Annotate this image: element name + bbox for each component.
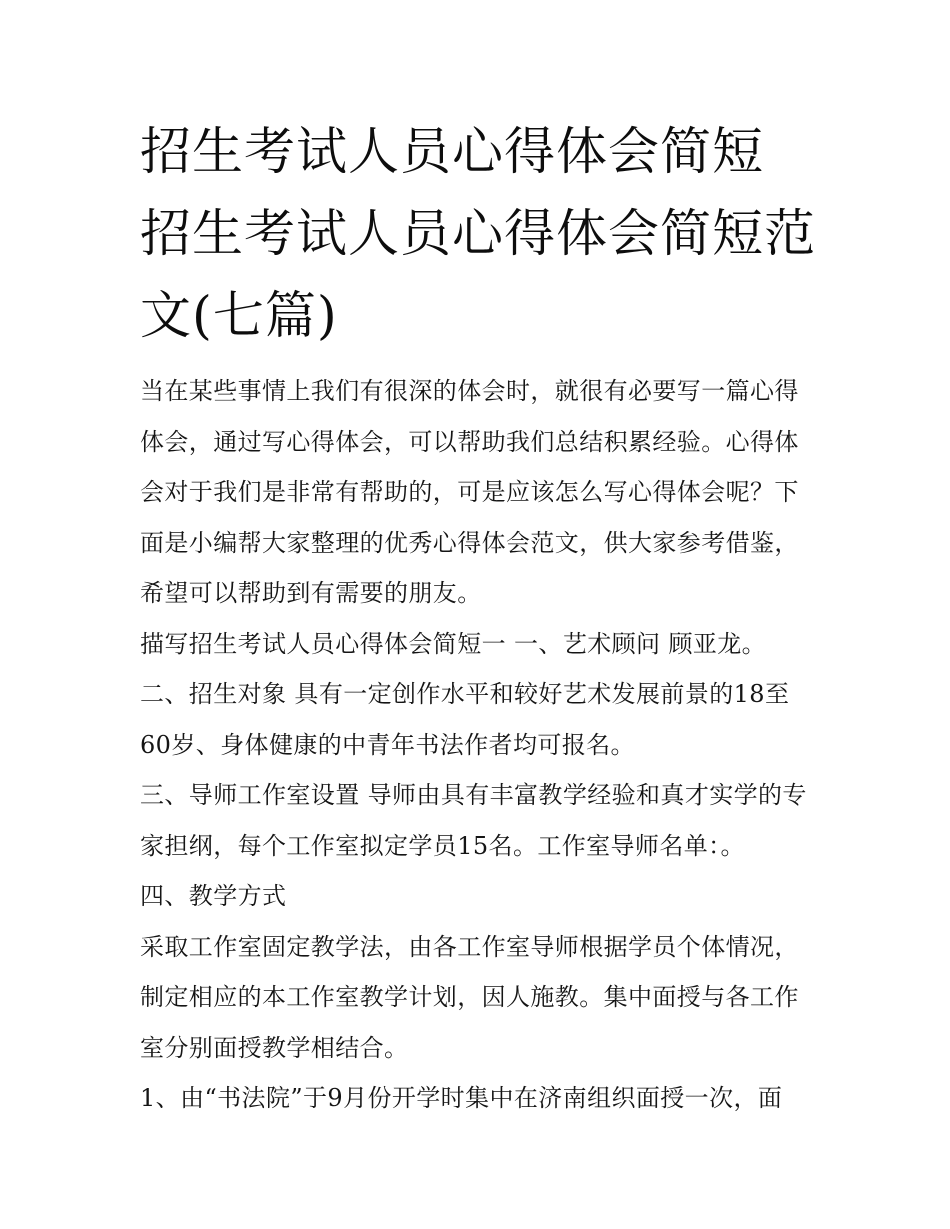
intro-paragraph: 当在某些事情上我们有很深的体会时，就很有必要写一篇心得体会，通过写心得体会，可以帮助我们总结积累经验。心得体会对于我们是非常有帮助的，可是应该怎么写心得体会呢？下面是小编帮大家整理的优秀心得体会范文，供大家参考借鉴，希望可以帮助到有需要的朋友。 [140, 377, 799, 607]
section-four-heading: 四、教学方式 [140, 882, 287, 910]
section-two-paragraph: 二、招生对象 具有一定创作水平和较好艺术发展前景的18至60岁、身体健康的中青年书法作者均可报名。 [140, 680, 790, 759]
section-three-paragraph: 三、导师工作室设置 导师由具有丰富教学经验和真才实学的专家担纲，每个工作室拟定学员15名。工作室导师名单：。 [140, 781, 807, 860]
document-body [140, 112, 816, 1124]
document-title: 招生考试人员心得体会简短 招生考试人员心得体会简短范文(七篇) [140, 123, 817, 346]
item-one-paragraph: 1、由“书法院”于9月份开学时集中在济南组织面授一次，面 [140, 1084, 783, 1112]
section-one-paragraph: 描写招生考试人员心得体会简短一 一、艺术顾问 顾亚龙。 [140, 629, 767, 658]
teaching-method-paragraph: 采取工作室固定教学法，由各工作室导师根据学员个体情况，制定相应的本工作室教学计划，因人施教。集中面授与各工作室分别面授教学相结合。 [140, 932, 799, 1062]
